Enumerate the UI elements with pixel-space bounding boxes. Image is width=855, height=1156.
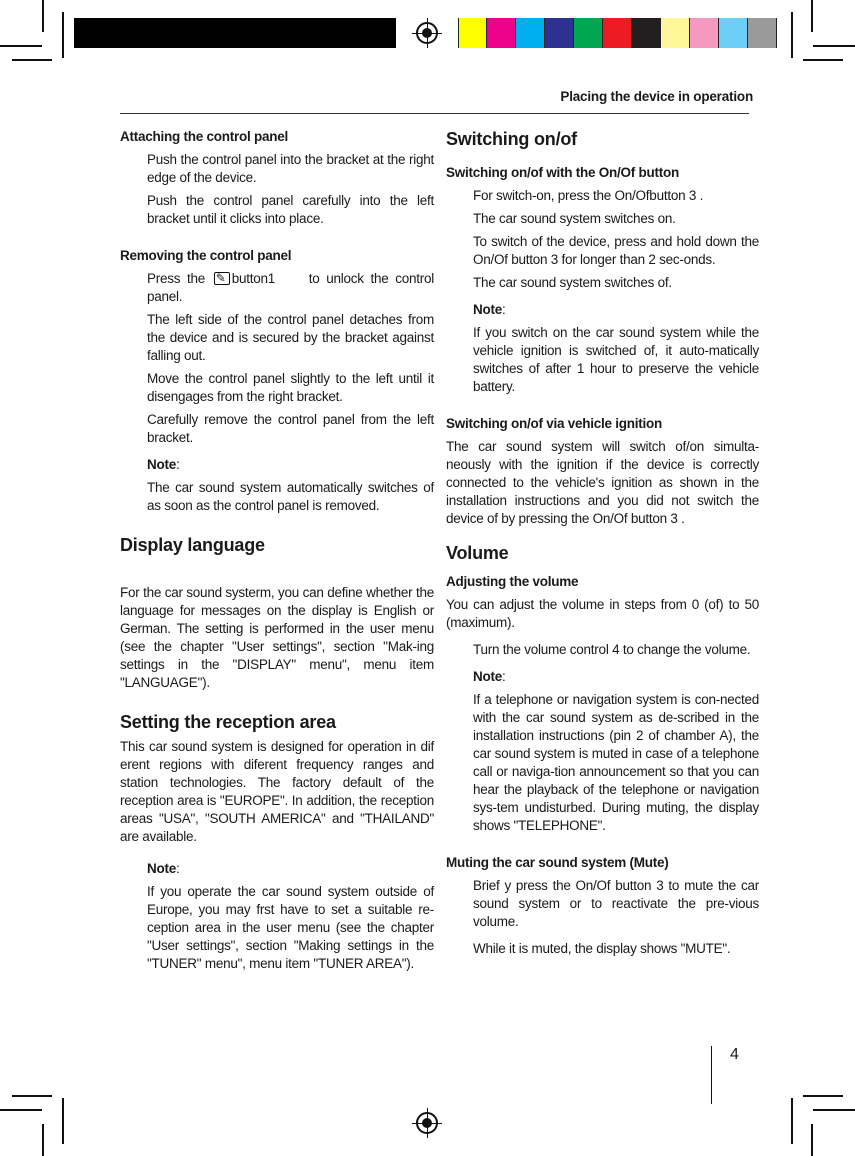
switch-step-1: For switch-on, press the On/Ofbutton 3 .: [473, 188, 704, 203]
remove-heading: Removing the control panel: [120, 248, 292, 263]
release-button-icon: [214, 272, 230, 285]
color-swatch: [487, 18, 516, 48]
crop-mark: [12, 1095, 52, 1097]
crop-mark: [0, 45, 42, 47]
running-header: Placing the device in operation: [560, 89, 753, 104]
page-number-bar: [711, 1046, 712, 1104]
left-column: [120, 128, 434, 973]
color-swatch: [458, 18, 487, 48]
remove-note: The car sound system automatically switches of as soon as the control panel is removed.: [147, 480, 434, 513]
ignition-text: The car sound system will switch of/on simulta-neously with the ignition if the device is correctly connected to the vehicle's ignition as shown in the installation instructions and you did not switch the device of by pressing the On/Of button 3 .: [446, 439, 759, 526]
ignition-heading: Switching on/of via vehicle ignition: [446, 416, 663, 431]
note-label: [473, 668, 759, 686]
mute-step-2: While it is muted, the display shows "MUTE".: [473, 941, 731, 956]
note-label: [473, 301, 759, 319]
reference-number: 1: [267, 271, 276, 286]
switch-step-3: To switch of the device, press and hold down the On/Of button 3 for longer than 2 sec-onds.: [473, 234, 759, 267]
note-label-text: Note: [473, 302, 502, 317]
color-swatch: [545, 18, 574, 48]
switching-heading: Switching on/of: [446, 129, 577, 149]
switch-step-4: The car sound system switches of.: [473, 275, 672, 290]
crop-mark: [42, 0, 44, 32]
remove-step-3: Move the control panel slightly to the left until it disengages from the right bracket.: [147, 371, 434, 404]
crop-mark: [803, 59, 843, 61]
crop-mark: [62, 12, 64, 58]
crop-mark: [803, 1095, 843, 1097]
crop-mark: [0, 1109, 42, 1111]
remove-step-1-text-c: to unlock the control panel.: [147, 271, 434, 304]
reception-note: If you operate the car sound system outside of Europe, you may frst have to set a suitable re-ception area in the user menu (see the chapter "User settings", section "Making settings in the "TUNER" menu", menu item "TUNER AREA").: [147, 884, 434, 971]
color-swatch: [748, 18, 777, 48]
mute-step-1: Brief y press the On/Of button 3 to mute the car sound system or to reactivate the pre-vious volume.: [473, 878, 759, 929]
mute-heading-b: Mute: [633, 855, 665, 870]
remove-step-2: The left side of the control panel detaches from the device and is secured by the bracket against falling out.: [147, 312, 434, 363]
registration-mark-icon: [416, 1112, 438, 1134]
crop-mark: [811, 0, 813, 32]
note-colon: :: [502, 669, 506, 684]
switch-step-2: The car sound system switches on.: [473, 211, 676, 226]
note-label-text: Note: [147, 861, 176, 876]
reception-area-text: This car sound system is designed for operation in dif erent regions with diferent frequency ranges and station technologies. The factory default of the reception area is "EUROPE". In addition, the reception areas "USA", "SOUTH AMERICA" and "THAILAND" are available.: [120, 739, 434, 844]
header-rule: [120, 113, 749, 114]
crop-mark: [791, 1098, 793, 1144]
volume-heading: Volume: [446, 543, 509, 563]
crop-mark: [791, 12, 793, 58]
right-column: [446, 128, 759, 958]
note-colon: :: [176, 861, 180, 876]
crop-mark: [62, 1098, 64, 1144]
crop-mark: [12, 59, 52, 61]
remove-step-1-text-b: button: [231, 271, 268, 286]
crop-mark: [42, 1124, 44, 1156]
print-density-bar: [74, 18, 396, 48]
switch-button-heading: Switching on/of with the On/Of button: [446, 165, 679, 180]
mute-heading: [446, 854, 759, 872]
color-swatch-strip: [458, 18, 777, 48]
color-swatch: [516, 18, 545, 48]
attach-heading: Attaching the control panel: [120, 129, 289, 144]
reception-area-heading: Setting the reception area: [120, 712, 336, 732]
registration-mark-icon: [416, 22, 438, 44]
crop-mark: [813, 1109, 855, 1111]
color-swatch: [632, 18, 661, 48]
color-swatch: [661, 18, 690, 48]
display-language-text: For the car sound systerm, you can define whether the language for messages on the display is English or German. The setting is performed in the user menu (see the chapter "User settings", section "Mak-ing settings in the "DISPLAY" menu", menu item "LANGUAGE").: [120, 585, 434, 690]
adjust-volume-step: Turn the volume control 4 to change the volume.: [473, 642, 751, 657]
attach-step-2: Push the control panel carefully into the left bracket until it clicks into place.: [147, 193, 434, 226]
note-label: [147, 456, 434, 474]
volume-note: If a telephone or navigation system is con-nected with the car sound system as de-scribed in the installation instructions (pin 2 of chamber A), the car sound system is muted in case of a telephone call or naviga-tion announcement so that you can hear the playback of the telephone or navigation sys-tem undisturbed. During muting, the display shows "TELEPHONE".: [473, 692, 759, 833]
adjust-volume-heading: Adjusting the volume: [446, 574, 579, 589]
crop-mark: [813, 45, 855, 47]
mute-heading-a: Muting the car sound system (: [446, 855, 634, 870]
display-language-heading: Display language: [120, 535, 265, 555]
switch-note: If you switch on the car sound system while the vehicle ignition is switched of, it auto-matically switches of after 1 hour to preserve the vehicle battery.: [473, 325, 759, 394]
remove-step-1-text-a: Press the: [147, 271, 206, 286]
page-number: 4: [730, 1046, 739, 1063]
crop-mark: [811, 1124, 813, 1156]
note-label-text: Note: [147, 457, 176, 472]
adjust-volume-text: You can adjust the volume in steps from 0 (of) to 50 (maximum).: [446, 597, 759, 630]
note-label: [147, 860, 434, 878]
attach-step-1: Push the control panel into the bracket at the right edge of the device.: [147, 152, 434, 185]
remove-step-4: Carefully remove the control panel from the left bracket.: [147, 412, 434, 445]
note-colon: :: [176, 457, 180, 472]
color-swatch: [603, 18, 632, 48]
remove-step-1: [147, 270, 434, 306]
color-swatch: [690, 18, 719, 48]
color-swatch: [719, 18, 748, 48]
note-label-text: Note: [473, 669, 502, 684]
note-colon: :: [502, 302, 506, 317]
color-swatch: [574, 18, 603, 48]
mute-heading-c: ): [664, 855, 669, 870]
